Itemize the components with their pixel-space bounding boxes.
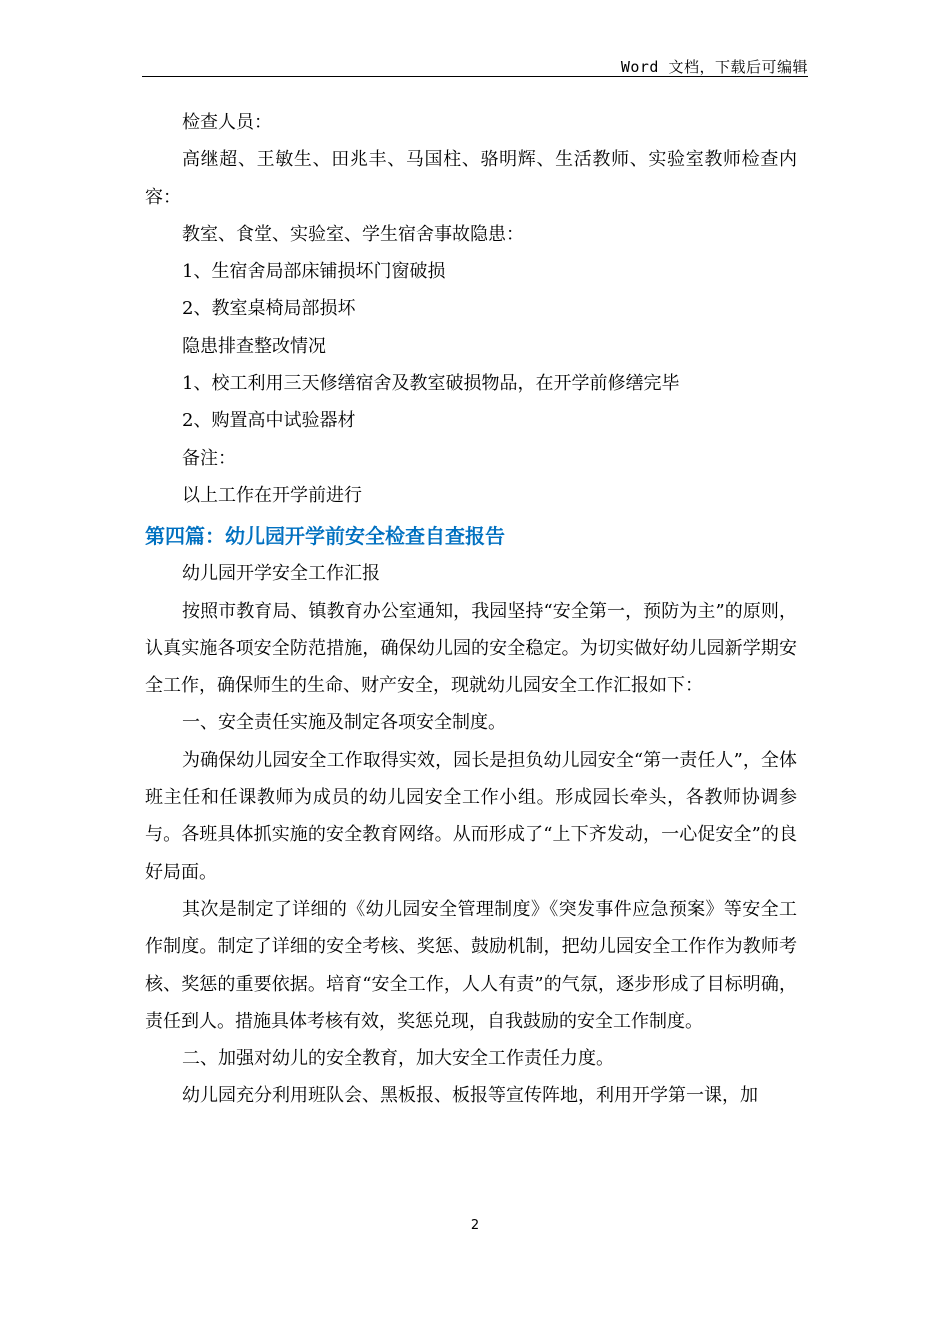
paragraph: 2、教室桌椅局部损坏 — [182, 298, 356, 320]
paragraph: 教室、食堂、实验室、学生宿舍事故隐患： — [182, 223, 524, 245]
section-heading: 第四篇：幼儿园开学前安全检查自查报告 — [145, 524, 505, 549]
paragraph: 1、生宿舍局部床铺损坏门窗破损 — [182, 261, 446, 283]
paragraph: 隐患排查整改情况 — [182, 335, 326, 357]
paragraph: 其次是制定了详细的《幼儿园安全管理制度》《突发事件应急预案》等安全工作制度。制定了详细的安全考核、奖惩、鼓励机制，把幼儿园安全工作作为教师考核、奖惩的重要依据。培育“安全工作，人人有责”的气氛，逐步形成了目标明确，责任到人。措施具体考核有效，奖惩兑现，自我鼓励的安全工作制度。 — [145, 898, 797, 1032]
page-number: 2 — [470, 1218, 480, 1233]
paragraph: 一、安全责任实施及制定各项安全制度。 — [182, 712, 506, 734]
paragraph: 按照市教育局、镇教育办公室通知，我园坚持“安全第一，预防为主”的原则，认真实施各项安全防范措施，确保幼儿园的安全稳定。为切实做好幼儿园新学期安全工作，确保师生的生命、财产安全，现就幼儿园安全工作汇报如下： — [145, 600, 797, 697]
header-rule — [142, 76, 808, 77]
paragraph: 高继超、王敏生、田兆丰、马国柱、骆明辉、生活教师、实验室教师检查内容： — [145, 149, 797, 208]
paragraph: 二、加强对幼儿的安全教育，加大安全工作责任力度。 — [182, 1048, 614, 1070]
paragraph: 备注： — [182, 447, 236, 469]
paragraph: 以上工作在开学前进行 — [182, 484, 362, 506]
header-note: Word 文档，下载后可编辑 — [620, 58, 808, 76]
document-body — [145, 104, 797, 1115]
paragraph: 幼儿园充分利用班队会、黑板报、板报等宣传阵地，利用开学第一课，加 — [182, 1085, 758, 1107]
paragraph: 检查人员： — [182, 112, 272, 133]
paragraph: 为确保幼儿园安全工作取得实效，园长是担负幼儿园安全“第一责任人”，全体班主任和任课教师为成员的幼儿园安全工作小组。形成园长牵头，各教师协调参与。各班具体抓实施的安全教育网络。从而形成了“上下齐发动，一心促安全”的良好局面。 — [145, 749, 797, 883]
paragraph: 幼儿园开学安全工作汇报 — [182, 563, 380, 585]
paragraph: 2、购置高中试验器材 — [182, 410, 356, 432]
paragraph: 1、校工利用三天修缮宿舍及教室破损物品，在开学前修缮完毕 — [182, 373, 680, 395]
